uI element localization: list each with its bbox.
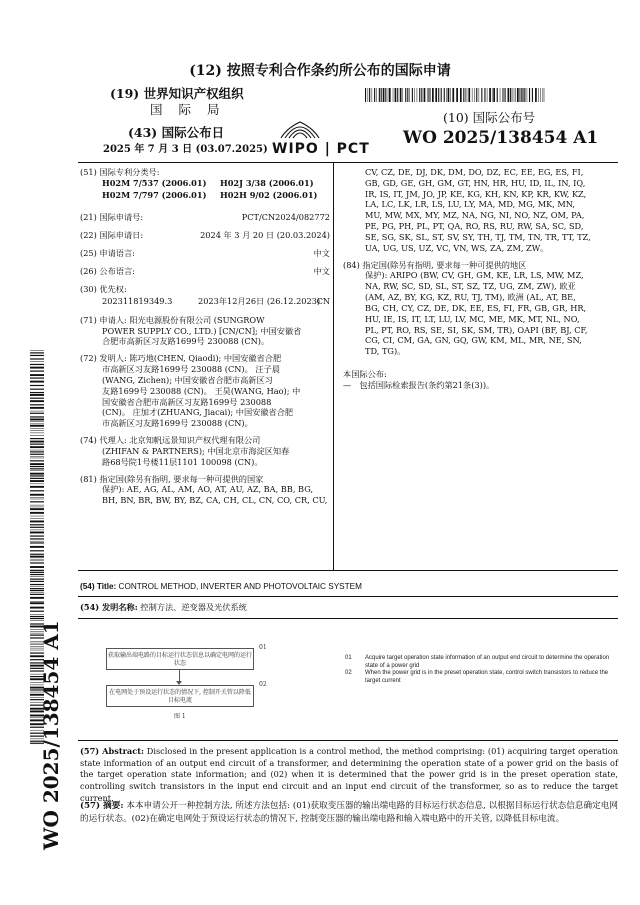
designated-states-line: SE, SG, SK, SL, ST, SV, SY, TH, TJ, TM, TN, TR, TT, TZ, [365,231,591,242]
body-rule [78,570,618,571]
agent-block [80,435,330,467]
designated-states-line: LA, LC, LK, LR, LS, LU, LY, MA, MD, MG, MK, MN, [365,199,576,210]
published-item: — 包括国际检索报告(条约第21条(3))。 [343,379,495,390]
agent-line: (74) 代理人: 北京知帆远景知识产权代理有限公司 [80,435,261,446]
designated-states-line: CV, CZ, DE, DJ, DK, DM, DO, DZ, EC, EE, EG, ES, FI, [365,167,584,177]
barcode-image [365,88,545,102]
organization-name: (19) 世界知识产权组织 [110,86,244,101]
designated-states-continued [343,167,618,254]
ipc-row [80,178,330,190]
chinese-title-text: 控制方法、逆变器及光伏系统 [140,602,247,612]
english-abstract [80,746,618,804]
filing-language-label: (25) 申请语言: [80,247,135,258]
inventor-block [80,353,330,429]
priority-country: CN [316,295,330,306]
chinese-title-label: (54) 发明名称: [80,602,138,612]
publication-number: WO 2025/138454 A1 [403,128,599,148]
designated-states-line: BH, BN, BR, BW, BY, BZ, CA, CH, CL, CN, CO, CR, CU, [102,495,328,506]
regional-states-line: NA, RW, SC, SD, SL, ST, SZ, TZ, UG, ZM, ZW), 欧亚 [365,281,576,292]
publication-date: 2025 年 7 月 3 日 (03.07.2025) [103,144,268,155]
ipc-code: H02J 3/38 (2006.01) [220,177,314,188]
designated-states-line: (81) 指定国(除另有指明, 要求每一种可提供的国家 [80,473,264,484]
designated-states-line: 保护): AE, AG, AL, AM, AO, AT, AU, AZ, BA, BB, BG, [102,484,314,495]
designated-states-line: MU, MW, MX, MY, MZ, NA, NG, NI, NO, NZ, OM, PA, [365,210,585,221]
publication-language-label: (26) 公布语言: [80,265,135,276]
agent-line: 路68号院1号楼11层1101 100098 (CN)。 [102,456,263,467]
chinese-abstract [80,800,618,826]
publication-date-label: (43) 国际公布日 [128,125,225,140]
inventor-line: 市高新区习友路1699号 230088 (CN)。 [102,418,253,429]
application-number-label: (21) 国际申请号: [80,211,144,222]
regional-states-line: HU, IE, IS, IT, LT, LU, LV, MC, ME, MK, MT, NL, NO, [365,313,580,324]
applicant-block [80,315,330,347]
regional-states-line: 保护): ARIPO (BW, CV, GH, GM, KE, LR, LS, MW, MZ, [365,270,584,281]
inventor-line: 友路1699号 230088 (CN)。 王昊(WANG, Hao); 中 [102,385,301,396]
wipo-pct-logo-text: WIPO | PCT [272,141,370,157]
inventor-line: (WANG, Zichen); 中国安徽省合肥市高新区习 [102,374,273,385]
designated-states-line: IR, IS, IT, JM, JO, JP, KE, KG, KH, KN, KP, KR, KW, KZ, [365,188,587,199]
filing-date: 2024 年 3 月 20 日 (20.03.2024) [200,229,330,240]
designated-states-line: UA, UG, US, UZ, VC, VN, WS, ZA, ZM, ZW。 [365,242,549,253]
ipc-code: H02M 7/797 (2006.01) [102,189,207,200]
priority-number: 202311819349.3 [102,295,173,306]
filing-language: 中文 [313,247,330,258]
filing-date-field [80,230,330,248]
priority-row [80,296,330,314]
filing-date-label: (22) 国际申请日: [80,229,144,240]
regional-states-line: (84) 指定国(除另有指明, 要求每一种可提供的地区 [343,259,527,270]
ipc-row [80,190,330,202]
designated-states-block [80,474,330,506]
regional-states-line: CG, CI, CM, GA, GN, GQ, GW, KM, ML, MR, NE, SN, [365,335,582,346]
chinese-abstract-text: 本本申请公开一种控制方法, 所述方法包括: (01)获取变压器的输出端电路的目标运行状态信息, 以根据目标运行状态信息确定电网的运行状态。(02)在确定电网处于预设运行状态的情况下, 控制变压器的输出端电路和输入端电路中的开关管, 以降低目标电流。 [80,801,619,824]
bureau-name: 国 际 局 [150,102,226,117]
english-title-label: (54) Title: [80,582,117,591]
regional-states-line: (AM, AZ, BY, KG, KZ, RU, TJ, TM), 欧洲 (AL, AT, BE, [365,292,576,303]
column-divider [333,162,334,570]
applicant-line: (71) 申请人: 阳光电源股份有限公司 (SUNGROW [80,314,265,325]
chinese-abstract-label: (57) 摘要: [80,801,124,811]
inventor-line: (72) 发明人: 陈巧地(CHEN, Qiaodi); 中国安徽省合肥 [80,353,282,364]
publication-language: 中文 [313,265,330,276]
flowchart-step-02: 在电网处于预设运行状态的情况下, 控制开关管以降低目标电流 [106,685,254,707]
left-bibliographic-column [80,167,330,506]
application-number-field [80,212,330,230]
title-rule-1 [78,596,618,597]
legend-code: 01 [345,655,352,661]
agent-line: (ZHIFAN & PARTNERS); 中国北京市海淀区知春 [102,445,290,456]
applicant-line: 合肥市高新区习友路1699号 230088 (CN)。 [102,336,270,347]
regional-states-line: TD, TG)。 [365,346,406,357]
english-abstract-label: (57) Abstract: [80,746,145,756]
ipc-label: (51) 国际专利分类号: [80,167,160,177]
step-02-tag: 02 [259,681,267,688]
filing-language-field [80,248,330,266]
inventor-line: (CN)。 庄加才(ZHUANG, Jiacai); 中国安徽省合肥 [102,407,294,418]
title-rule-2 [78,618,618,619]
applicant-line: POWER SUPPLY CO., LTD.) [CN/CN]; 中国安徽省 [102,325,302,336]
right-bibliographic-column [343,167,618,391]
regional-states-line: BG, CH, CY, CZ, DE, DK, EE, ES, FI, FR, GB, GR, HR, [365,302,587,313]
side-publication-number: WO 2025/138454 A1 [39,620,63,850]
ipc-code: H02H 9/02 (2006.01) [220,189,318,200]
wipo-logo-icon [277,118,323,140]
english-title [80,582,362,593]
english-title-text: CONTROL METHOD, INVERTER AND PHOTOVOLTAIC SYSTEM [118,582,362,591]
publication-number-label: (10) 国际公布号 [443,110,536,125]
figure-rule [78,740,618,741]
english-abstract-text: Disclosed in the present application is a control method, the method comprising: (01) acquiring target operation state information of an output end circuit of a transformer, and determining the operation state of a power grid on the basis of the target operation state information; and (02) when it is determined that the power grid is in the preset operation state, controlling switch transistors in the input end circuit and an input end circuit of the transformer, so as to reduce the target current. [80,746,618,803]
published-label: 本国际公布: [343,369,387,380]
ipc-code: H02M 7/537 (2006.01) [102,177,207,188]
inventor-line: 国安徽省合肥市高新区习友路1699号 230088 [102,396,272,407]
designated-states-line: GB, GD, GE, GH, GM, GT, HN, HR, HU, ID, IL, IN, IQ, [365,177,586,188]
application-number: PCT/CN2024/082772 [241,211,330,222]
designated-states-line: PE, PG, PH, PL, PT, QA, RO, RS, RU, RW, SA, SC, SD, [365,221,584,232]
legend-text: Acquire target operation state information of an output end circuit to determine the operation state of a power grid [365,655,610,669]
step-01-tag: 01 [259,644,267,651]
regional-states-block [343,260,618,357]
priority-label: (30) 优先权: [80,283,127,294]
legend-text: When the power grid is in the preset operation state, control switch transistors to reduce the target current [365,670,609,684]
document-type-title: (12) 按照专利合作条约所公布的国际申请 [189,63,451,79]
flowchart-step-01: 获取输出端电路的目标运行状态信息以确定电网的运行状态 [106,648,254,670]
legend-code: 02 [345,670,352,676]
chinese-title [80,602,247,613]
figure-caption: 图 1 [174,713,186,720]
priority-date: 2023年12月26日 (26.12.2023) [198,295,321,306]
publication-language-field [80,266,330,284]
regional-states-line: PL, PT, RO, RS, SE, SI, SK, SM, TR), OAPI (BF, BJ, CF, [365,324,588,335]
inventor-line: 市高新区习友路1699号 230088 (CN)。 汪子晨 [102,364,280,375]
header-rule [78,162,618,163]
